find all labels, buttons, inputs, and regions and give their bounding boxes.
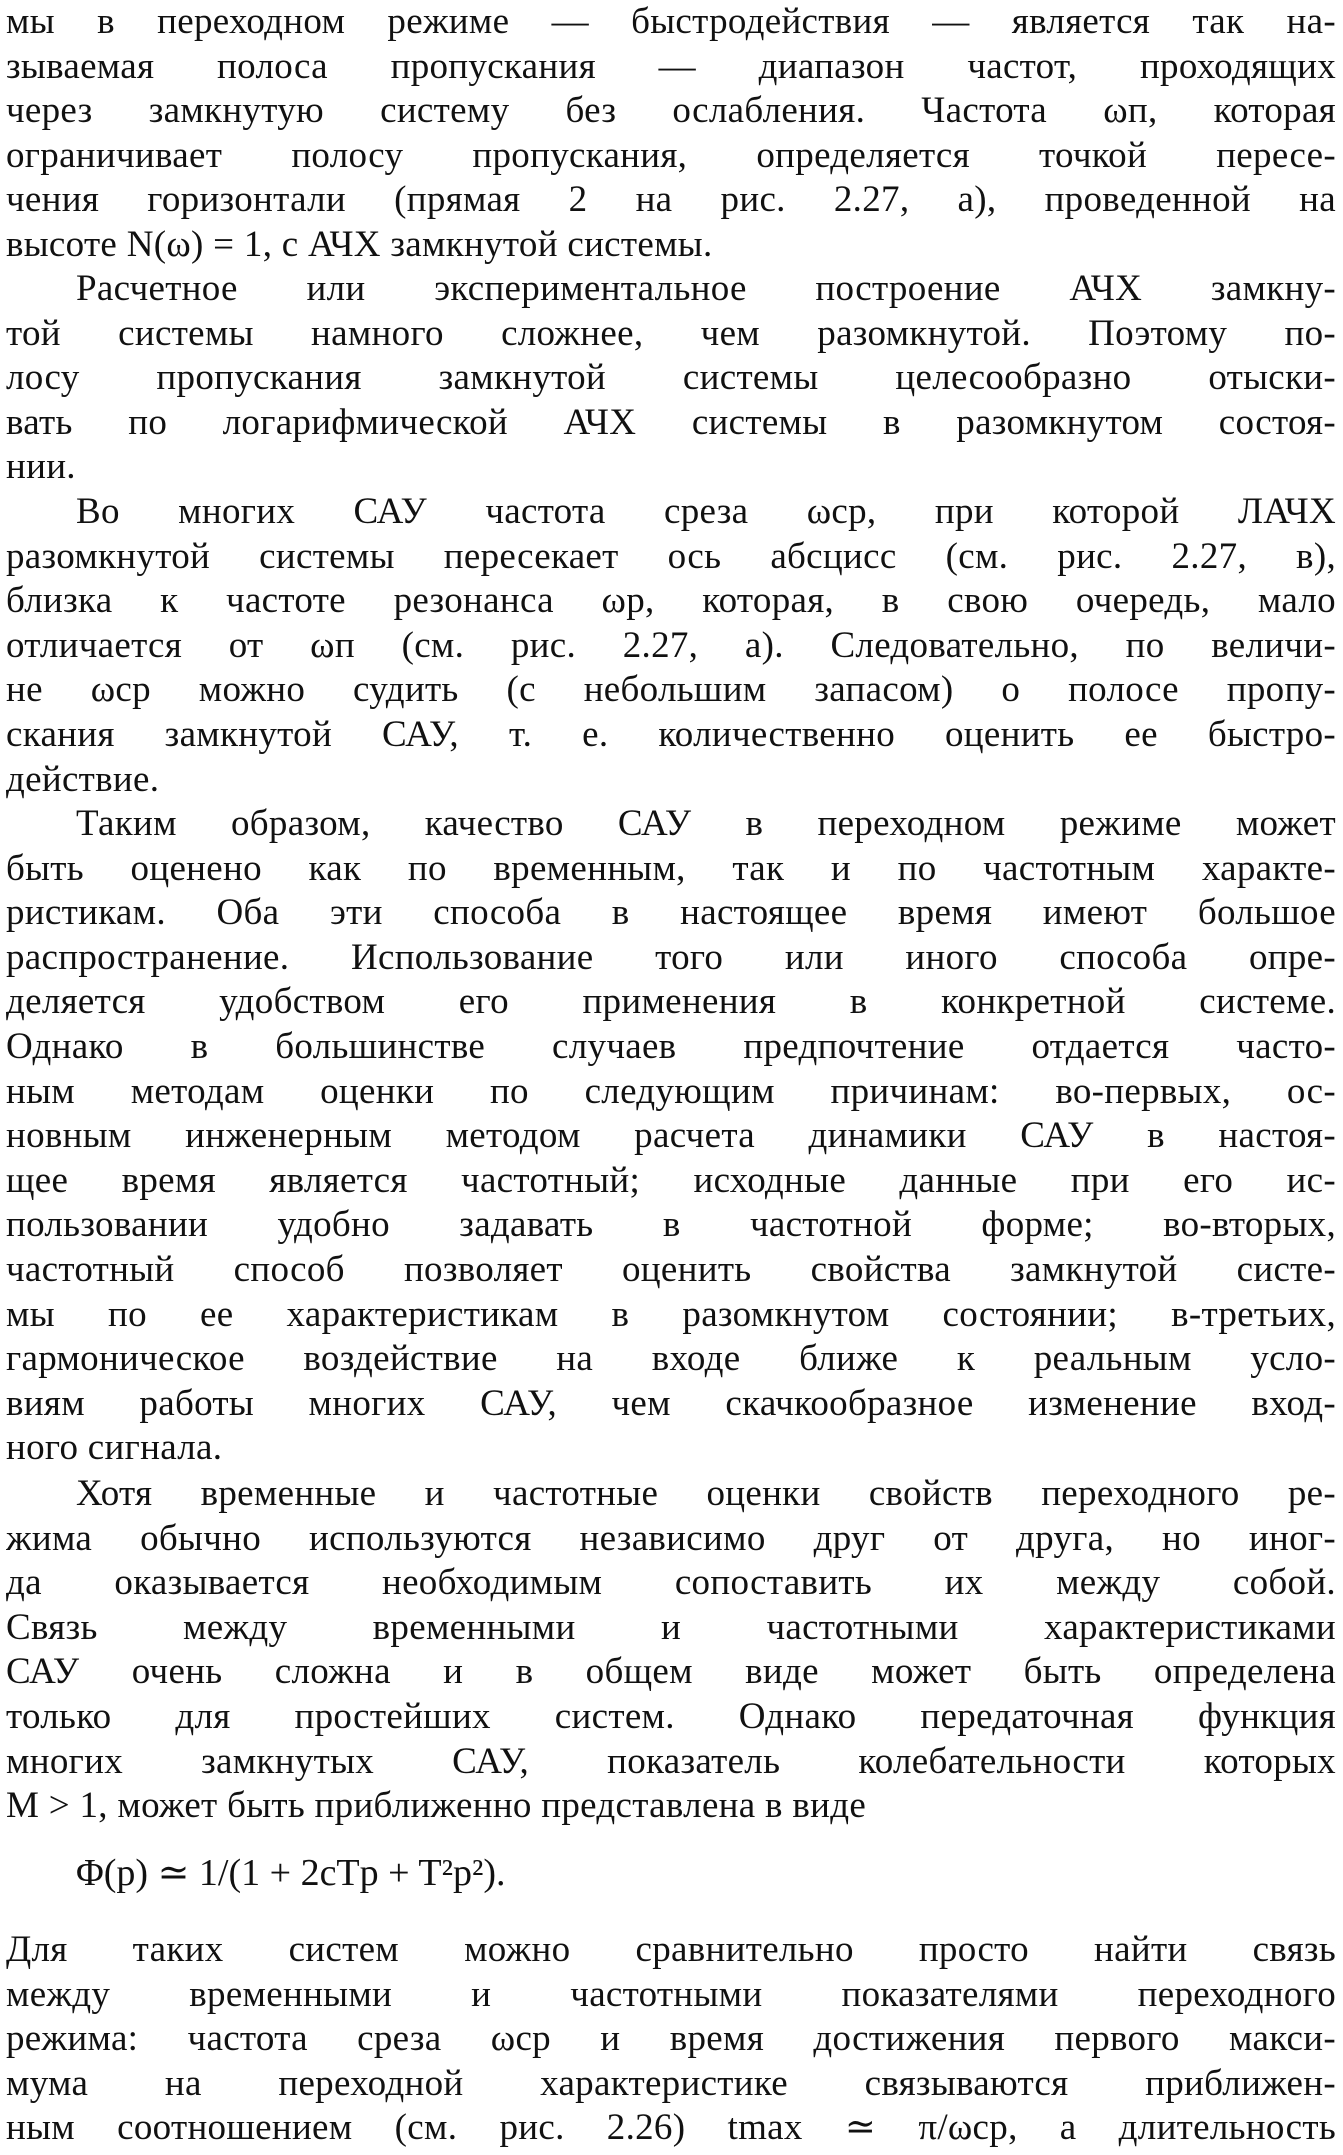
text-line: деляется удобством его применения в конкретной системе. (6, 981, 1336, 1023)
text-line: Таким образом, качество САУ в переходном режиме может (76, 803, 1336, 844)
text-line: мы в переходном режиме — быстродействия — является так на- (6, 1, 1336, 42)
text-line: ным методам оценки по следующим причинам: во-первых, ос- (6, 1070, 1336, 1112)
transfer-function-formula: Φ(p) ≃ 1/(1 + 2cTp + T²p²). (76, 1852, 506, 1894)
text-line: многих замкнутых САУ, показатель колебательности которых (6, 1740, 1336, 1782)
text-line: ным соотношением (см. рис. 2.26) tmax ≃ π/ωср, а длительность (6, 2107, 1336, 2149)
text-line: Связь между временными и частотными характеристиками (6, 1606, 1336, 1648)
text-line: ристикам. Оба эти способа в настоящее время имеют большое (6, 892, 1336, 934)
text-line: действие. (6, 758, 160, 800)
text-line: близка к частоте резонанса ωр, которая, в свою очередь, мало (6, 580, 1336, 622)
text-line: Хотя временные и частотные оценки свойств переходного ре- (76, 1473, 1336, 1514)
text-line: пользовании удобно задавать в частотной форме; во-вторых, (6, 1204, 1336, 1246)
text-line: щее время является частотный; исходные данные при его ис- (6, 1159, 1336, 1201)
paragraph-3 (6, 490, 1336, 802)
paragraph-2 (6, 267, 1336, 490)
text-line: ограничивает полосу пропускания, определяется точкой пересе- (6, 134, 1336, 176)
paragraph-4 (6, 802, 1336, 1471)
text-line: скания замкнутой САУ, т. е. количественно оценить ее быстро- (6, 713, 1336, 755)
text-line: виям работы многих САУ, чем скачкообразное изменение вход- (6, 1382, 1336, 1424)
text-line: зываемая полоса пропускания — диапазон частот, проходящих (6, 45, 1336, 87)
text-line: быть оценено как по временным, так и по частотным характе- (6, 847, 1336, 889)
paragraph-1 (6, 0, 1336, 268)
text-line: ного сигнала. (6, 1427, 223, 1469)
text-line: режима: частота среза ωср и время достижения первого макси- (6, 2018, 1336, 2060)
text-line: новным инженерным методом расчета динамики САУ в настоя- (6, 1115, 1336, 1157)
text-line: высоте N(ω) = 1, с АЧХ замкнутой системы. (6, 223, 713, 265)
text-line: лосу пропускания замкнутой системы целесообразно отыски- (6, 357, 1336, 399)
text-line: гармоническое воздействие на входе ближе к реальным усло- (6, 1338, 1336, 1380)
text-line: не ωср можно судить (с небольшим запасом) о полосе пропу- (6, 669, 1336, 711)
text-line: мума на переходной характеристике связываются приближен- (6, 2062, 1336, 2104)
text-line: Однако в большинстве случаев предпочтение отдается часто- (6, 1025, 1336, 1067)
text-line: чения горизонтали (прямая 2 на рис. 2.27, а), проведенной на (6, 179, 1336, 221)
text-line: между временными и частотными показателями переходного (6, 1973, 1336, 2015)
text-line: распространение. Использование того или иного способа опре- (6, 936, 1336, 978)
book-page (6, 0, 1336, 2155)
text-line: через замкнутую систему без ослабления. Частота ωп, которая (6, 90, 1336, 132)
text-line: той системы намного сложнее, чем разомкнутой. Поэтому по- (6, 312, 1336, 354)
paragraph-5 (6, 1472, 1336, 1829)
text-line: Расчетное или экспериментальное построение АЧХ замкну- (76, 268, 1336, 309)
text-line: отличается от ωп (см. рис. 2.27, а). Следовательно, по величи- (6, 624, 1336, 666)
text-line: разомкнутой системы пересекает ось абсцисс (см. рис. 2.27, в), (6, 535, 1336, 577)
text-line: только для простейших систем. Однако передаточная функция (6, 1695, 1336, 1737)
paragraph-6 (6, 1928, 1336, 2151)
text-line: САУ очень сложна и в общем виде может быть определена (6, 1651, 1336, 1693)
text-line: мы по ее характеристикам в разомкнутом состоянии; в-третьих, (6, 1293, 1336, 1335)
text-line: M > 1, может быть приближенно представлена в виде (6, 1785, 867, 1827)
text-line: да оказывается необходимым сопоставить их между собой. (6, 1562, 1336, 1604)
text-line: частотный способ позволяет оценить свойства замкнутой систе- (6, 1248, 1336, 1290)
text-line: Во многих САУ частота среза ωср, при которой ЛАЧХ (76, 491, 1336, 532)
text-line: жима обычно используются независимо друг от друга, но иног- (6, 1517, 1336, 1559)
text-line: вать по логарифмической АЧХ системы в разомкнутом состоя- (6, 401, 1336, 443)
text-line: Для таких систем можно сравнительно просто найти связь (6, 1929, 1336, 1970)
text-line: нии. (6, 446, 76, 488)
